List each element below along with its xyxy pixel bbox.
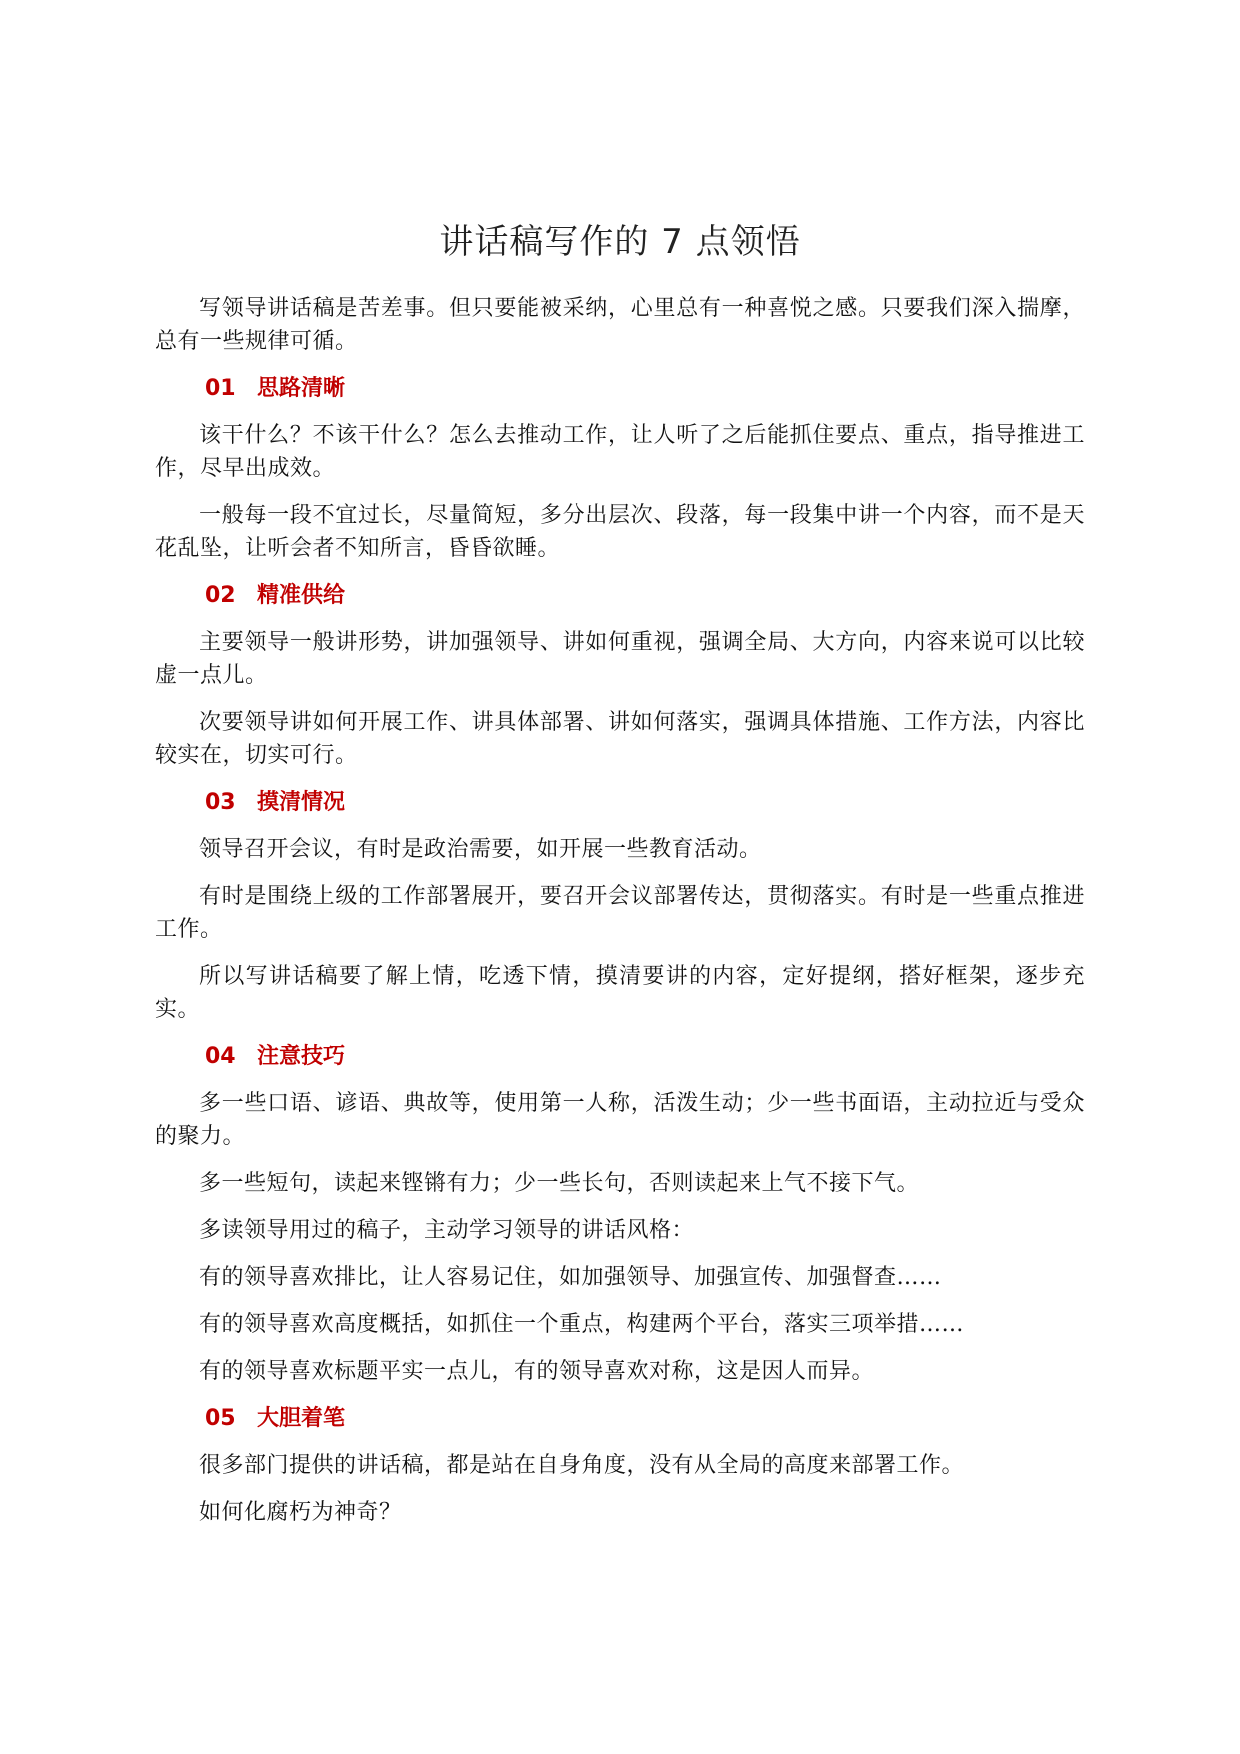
section-heading bbox=[155, 1402, 1085, 1435]
body-paragraph: 多一些短句，读起来铿锵有力；少一些长句，否则读起来上气不接下气。 bbox=[199, 1171, 920, 1196]
body-paragraph: 有的领导喜欢高度概括，如抓住一个重点，构建两个平台，落实三项举措…… bbox=[199, 1312, 965, 1337]
body-paragraph: 很多部门提供的讲话稿，都是站在自身角度，没有从全局的高度来部署工作。 bbox=[199, 1453, 965, 1478]
body-paragraph: 领导召开会议，有时是政治需要，如开展一些教育活动。 bbox=[199, 837, 762, 862]
document-title: 讲话稿写作的 7 点领悟 bbox=[439, 222, 801, 262]
body-paragraph: 次要领导讲如何开展工作、讲具体部署、讲如何落实，强调具体措施、工作方法，内容比较实在，切实可行。 bbox=[155, 710, 1085, 768]
section-heading-text: 摸清情况 bbox=[257, 790, 346, 815]
section-number: 02 bbox=[205, 583, 236, 608]
section-heading-text: 注意技巧 bbox=[257, 1044, 346, 1069]
section-number: 01 bbox=[205, 376, 236, 401]
section-number: 03 bbox=[205, 790, 236, 815]
body-paragraph: 有的领导喜欢排比，让人容易记住，如加强领导、加强宣传、加强督查…… bbox=[199, 1265, 942, 1290]
intro-paragraph: 写领导讲话稿是苦差事。但只要能被采纳，心里总有一种喜悦之感。只要我们深入揣摩，总有一些规律可循。 bbox=[155, 296, 1085, 354]
section-heading-text: 精准供给 bbox=[257, 583, 346, 608]
sections-container bbox=[155, 372, 1085, 1529]
body-paragraph: 多一些口语、谚语、典故等，使用第一人称，活泼生动；少一些书面语，主动拉近与受众的聚力。 bbox=[155, 1091, 1085, 1149]
body-paragraph: 有的领导喜欢标题平实一点儿，有的领导喜欢对称，这是因人而异。 bbox=[199, 1359, 875, 1384]
body-paragraph: 多读领导用过的稿子，主动学习领导的讲话风格： bbox=[199, 1218, 695, 1243]
body-paragraph: 该干什么？不该干什么？怎么去推动工作，让人听了之后能抓住要点、重点，指导推进工作，尽早出成效。 bbox=[155, 423, 1085, 481]
section-number: 05 bbox=[205, 1406, 236, 1431]
section-number: 04 bbox=[205, 1044, 236, 1069]
section-heading-text: 思路清晰 bbox=[257, 376, 346, 401]
section-heading-text: 大胆着笔 bbox=[257, 1406, 346, 1431]
body-paragraph: 如何化腐朽为神奇？ bbox=[199, 1500, 402, 1525]
document-content bbox=[155, 220, 1085, 1543]
section-heading bbox=[155, 372, 1085, 405]
body-paragraph: 一般每一段不宜过长，尽量简短，多分出层次、段落，每一段集中讲一个内容，而不是天花乱坠，让听会者不知所言，昏昏欲睡。 bbox=[155, 503, 1085, 561]
body-paragraph: 所以写讲话稿要了解上情，吃透下情，摸清要讲的内容，定好提纲，搭好框架，逐步充实。 bbox=[155, 964, 1085, 1022]
section-heading bbox=[155, 1040, 1085, 1073]
body-paragraph: 主要领导一般讲形势，讲加强领导、讲如何重视，强调全局、大方向，内容来说可以比较虚一点儿。 bbox=[155, 630, 1085, 688]
section-heading bbox=[155, 579, 1085, 612]
body-paragraph: 有时是围绕上级的工作部署展开，要召开会议部署传达，贯彻落实。有时是一些重点推进工作。 bbox=[155, 884, 1085, 942]
section-heading bbox=[155, 786, 1085, 819]
